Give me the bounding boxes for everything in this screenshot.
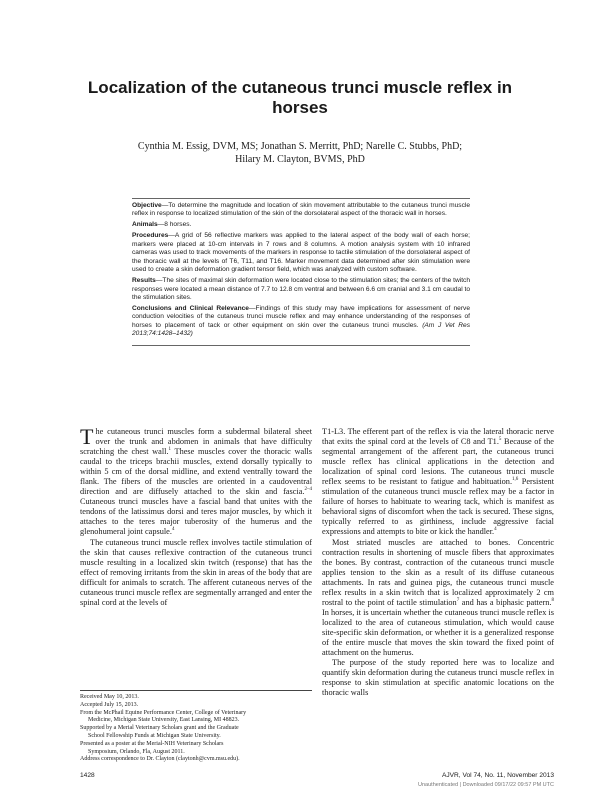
text-run: and has a biphasic pattern. [459,597,552,607]
intro-paragraph-1 [80,424,312,538]
intro-paragraph-5: The purpose of the study reported here was to localize and quantify skin deformation during the cutaneus trunci muscle reflex in response to skin stimulation at specific anatomic locations on the thoracic walls [322,658,554,698]
presented-line-1: Presented as a poster at the Merial-NIH Veterinary Scholars [80,740,224,747]
presented-line-2: Symposium, Orlando, Fla, August 2011. [88,748,185,755]
accepted-date: Accepted July 15, 2013. [80,701,139,708]
support-line-2: School Fellowship Funds at Michigan State University. [88,732,221,739]
drop-cap: T [80,424,94,449]
text-run: In horses, it is uncertain whether the cutaneous trunci muscle reflex is localized to the area of cutaneous stimulation, which would cause site-specific skin deformation, or whether it is a generalized response of the entire muscle that moves the skin toward the fixed point of attachment on the humerus. [322,607,554,658]
ref: 7 [456,598,460,604]
abstract-objective [132,202,470,219]
text-run: T1-L3. The efferent part of the reflex is via the lateral thoracic nerve that exits the spinal cord at the levels of C8 and T1. [322,427,554,447]
intro-paragraph-2: The cutaneous trunci muscle reflex involves tactile stimulation of the skin that causes reflexive contraction of the cutaneous trunci muscle resulting in a localized skin twitch (response) that has the effect of removing irritants from the skin in areas of the body that are difficult for animals to scratch. The afferent cutaneous nerves of the cutaneous trunci muscle reflex are segmentally arranged and enter the spinal cord at the levels of [80,537,312,607]
conclusions-text: —Findings of this study may have implications for assessment of nerve conduction velocities of the cutaneus trunci muscle reflex and may enhance understanding of the responses of horses to placement of tack or other equipment on skin over the cutaneus trunci muscles. [132,304,470,329]
abstract-animals [132,221,470,229]
conclusions-label: Conclusions and Clinical Relevance [132,304,249,312]
objective-label: Objective [132,202,162,209]
text-run: These muscles cover the thoracic walls caudal to the triceps brachii muscles, extend dorsally typically to within 5 cm of the dorsal midline, and extend ventrally toward the flank. The fibers of the muscles are oriented in a caudoventral direction and are diffusely attached to the skin and fascia. [80,447,312,497]
intro-paragraph-3 [322,427,554,538]
ref: 1 [168,447,172,453]
article-notes [80,690,312,764]
results-label: Results [132,277,156,285]
body-column-right [322,427,554,698]
author-list [100,140,500,166]
abstract-procedures [132,232,470,274]
abstract [132,198,470,346]
text-run: Persistent stimulation of the cutaneous trunci muscle reflex may be a factor in failure of horses to habituate to wearing tack, which is manifest as behavioral signs of discomfort when the tack is secured. These signs, typically referred to as girthiness, include aggressive facial expressions and attempts to bite or kick the handler. [322,477,554,537]
support-line-1: Supported by a Merial Veterinary Scholars grant and the Graduate [80,725,239,732]
authors-line-2: Hilary M. Clayton, BVMS, PhD [235,154,365,165]
authors-line-1: Cynthia M. Essig, DVM, MS; Jonathan S. Merritt, PhD; Narelle C. Stubbs, PhD; [137,141,463,152]
ref: 1,6 [512,477,519,483]
page-number: 1428 [80,772,95,779]
affiliation-line-1: From the McPhail Equine Performance Center, College of Veterinary [80,709,247,716]
ref: 8 [551,598,554,604]
text-run: he cutaneous trunci muscles form a subdermal bilateral sheet over the trunk and abdomen in animals that have difficulty scratching the chest wall. [80,427,312,457]
abstract-results [132,277,470,302]
objective-text: —To determine the magnitude and location of skin movement attributable to the cutaneus trunci muscle reflex in response to localized stimulation of the skin of the dorsolateral aspect of the thoracic wall in horses. [132,202,470,218]
text-run: Most striated muscles are attached to bones. Concentric contraction results in shortening of muscle fibers that approximates the bones. By contrast, contraction of the cutaneous trunci muscle applies tension to the skin as a result of its diffuse cutaneous attachments. In rats and guinea pigs, the cutaneous trunci muscle reflex results in a skin twitch that is localized approximately 2 cm rostral to the point of tactile stimulation [322,537,554,607]
procedures-text: —A grid of 56 reflective markers was applied to the lateral aspect of the body wall of each horse; markers were placed at 10-cm intervals in 7 rows and 8 columns. A motion analysis system with 10 infrared cameras was used to track movements of the markers in response to tactile stimulation of the dorsolateral aspect of the thoracic wall at the levels of T6, T11, and T16. Marker movement data determined after skin stimulation were used to create a skin deformation gradient tensor field, which was analyzed with custom software. [132,232,470,274]
text-run: Because of the segmental arrangement of the afferent part, the cutaneous trunci muscle reflex has clinical applications in the detection and localization of spinal cord lesions. The cutaneous trunci muscle reflex seems to be resistant to fatigue and habituation. [322,437,554,487]
ref: 4 [171,527,175,533]
journal-issue: AJVR, Vol 74, No. 11, November 2013 [441,772,554,779]
correspondence-address: Address correspondence to Dr. Clayton (claytonh@cvm.msu.edu). [80,756,240,763]
intro-paragraph-4 [322,538,554,659]
procedures-label: Procedures [132,232,169,240]
animals-text: —8 horses. [157,221,192,229]
ref: 2–4 [304,487,312,493]
received-date: Received May 10, 2013. [80,694,139,700]
results-text: —The sites of maximal skin deformation were located close to the stimulation sites; the centers of the twitch responses were located a mean distance of 7.7 to 12.8 cm ventral and between 6.6 cm cranial and 3.1 cm caudal to the stimulation sites. [132,277,470,302]
affiliation-line-2: Medicine, Michigan State University, East Lansing, MI 48823. [88,717,240,724]
animals-label: Animals [132,221,158,229]
ref: 5 [498,437,502,443]
download-watermark: Unauthenticated | Downloaded 09/17/22 09:57 PM UTC [418,782,554,788]
body-column-left [80,424,312,608]
article-title: Localization of the cutaneous trunci muscle reflex in horses [87,78,513,117]
abstract-top-rule [132,198,470,199]
citation: (Am J Vet Res 2013;74:1428–1432) [132,321,470,338]
abstract-conclusions [132,305,470,339]
text-run: Cutaneous trunci muscles have a fascial band that unites with the tendons of the latissimus dorsi and teres major muscles, by which it attaches to the teres major tuberosity of the humerus and the glenohumeral joint capsule. [80,497,312,537]
ref: 4 [494,527,497,533]
